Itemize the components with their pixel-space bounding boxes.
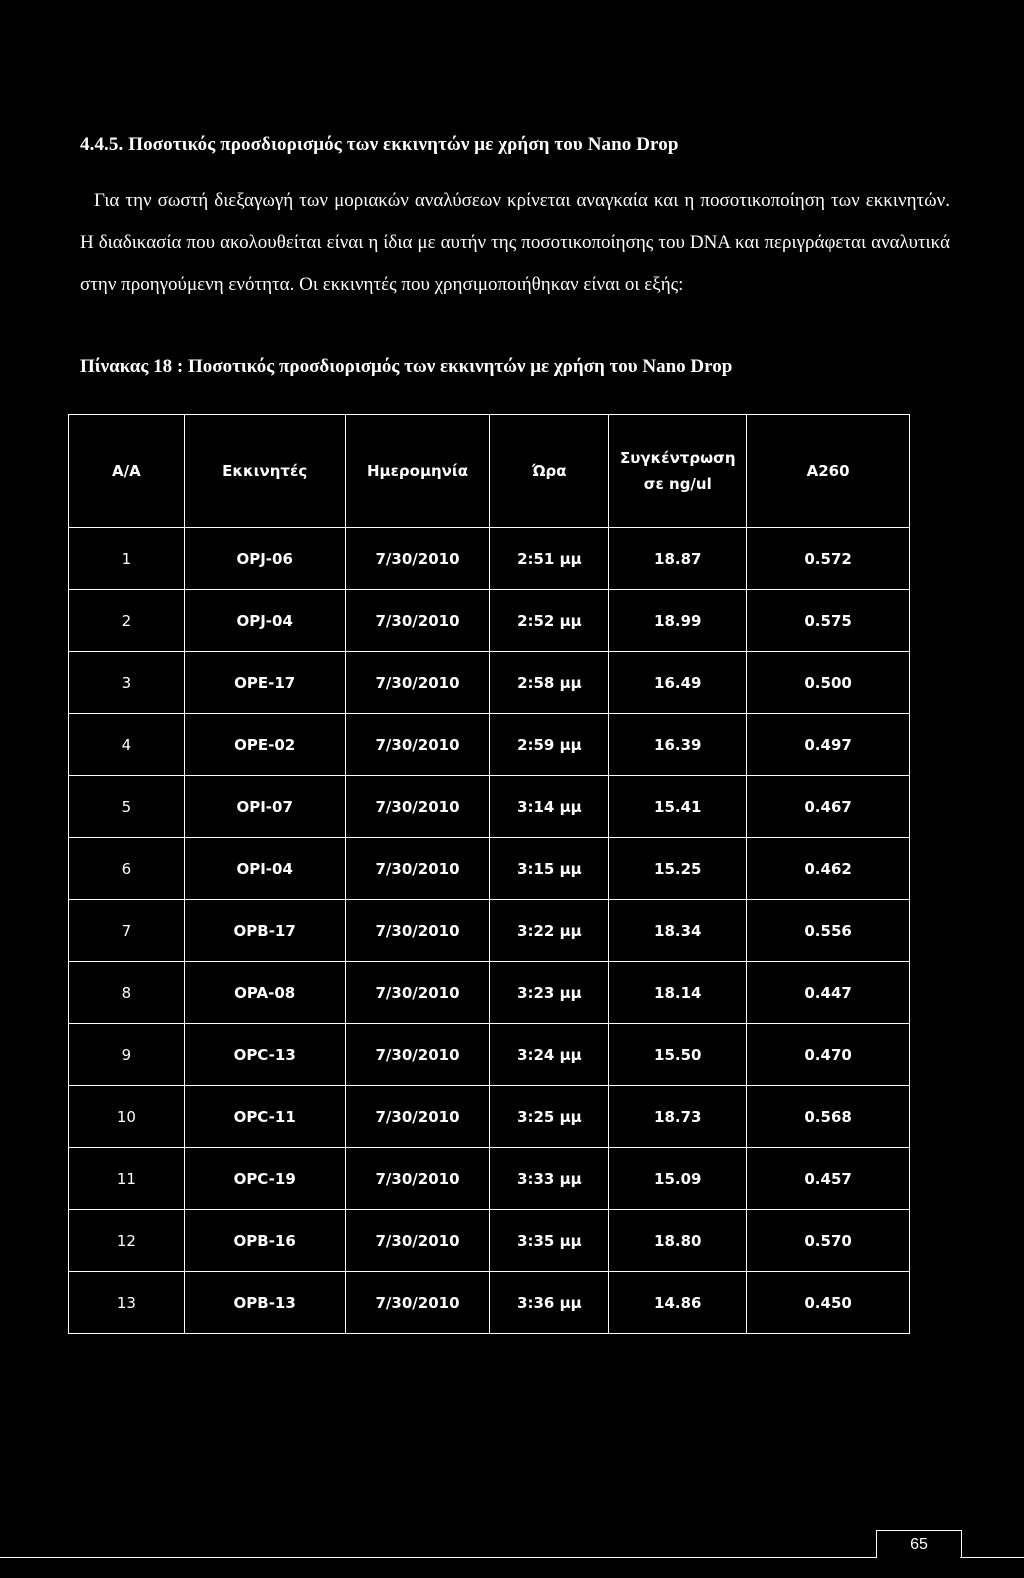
date-cell: 7/30/2010	[345, 962, 490, 1024]
concentration-cell: 18.73	[609, 1086, 747, 1148]
table-row	[69, 714, 910, 776]
header-primer: Εκκινητές	[184, 415, 345, 528]
date-cell: 7/30/2010	[345, 590, 490, 652]
concentration-cell: 16.49	[609, 652, 747, 714]
a260-cell: 0.470	[747, 1024, 910, 1086]
primer-name: OPJ-04	[184, 590, 345, 652]
row-number: 8	[69, 962, 185, 1024]
concentration-cell: 18.34	[609, 900, 747, 962]
row-number: 2	[69, 590, 185, 652]
table-row	[69, 1086, 910, 1148]
primer-name: OPB-17	[184, 900, 345, 962]
row-number: 10	[69, 1086, 185, 1148]
header-concentration	[609, 415, 747, 528]
date-cell: 7/30/2010	[345, 900, 490, 962]
a260-cell: 0.457	[747, 1148, 910, 1210]
section-heading: 4.4.5. Ποσοτικός προσδιορισμός των εκκινητών με χρήση του Nano Drop	[80, 134, 679, 155]
primer-name: OPE-02	[184, 714, 345, 776]
date-cell: 7/30/2010	[345, 776, 490, 838]
a260-cell: 0.572	[747, 528, 910, 590]
primer-name: OPA-08	[184, 962, 345, 1024]
concentration-cell: 18.14	[609, 962, 747, 1024]
concentration-cell: 16.39	[609, 714, 747, 776]
table-row	[69, 962, 910, 1024]
date-cell: 7/30/2010	[345, 1086, 490, 1148]
date-cell: 7/30/2010	[345, 652, 490, 714]
row-number: 1	[69, 528, 185, 590]
a260-cell: 0.556	[747, 900, 910, 962]
date-cell: 7/30/2010	[345, 838, 490, 900]
time-cell: 2:58 μμ	[490, 652, 609, 714]
table-row	[69, 1024, 910, 1086]
row-number: 6	[69, 838, 185, 900]
row-number: 3	[69, 652, 185, 714]
concentration-cell: 15.25	[609, 838, 747, 900]
time-cell: 2:51 μμ	[490, 528, 609, 590]
concentration-cell: 18.87	[609, 528, 747, 590]
footer-rule-left	[0, 1557, 876, 1558]
concentration-cell: 15.50	[609, 1024, 747, 1086]
date-cell: 7/30/2010	[345, 528, 490, 590]
primer-name: OPI-07	[184, 776, 345, 838]
table-row	[69, 590, 910, 652]
header-index: Α/Α	[69, 415, 185, 528]
header-time: Ώρα	[490, 415, 609, 528]
a260-cell: 0.500	[747, 652, 910, 714]
time-cell: 3:22 μμ	[490, 900, 609, 962]
date-cell: 7/30/2010	[345, 1148, 490, 1210]
concentration-cell: 18.80	[609, 1210, 747, 1272]
concentration-cell: 15.09	[609, 1148, 747, 1210]
table-row	[69, 528, 910, 590]
table-row	[69, 1148, 910, 1210]
date-cell: 7/30/2010	[345, 714, 490, 776]
row-number: 13	[69, 1272, 185, 1334]
concentration-cell: 15.41	[609, 776, 747, 838]
time-cell: 3:35 μμ	[490, 1210, 609, 1272]
header-date: Ημερομηνία	[345, 415, 490, 528]
header-concentration-line2: σε ng/ul	[643, 475, 712, 493]
header-concentration-line1: Συγκέντρωση	[619, 449, 736, 467]
time-cell: 2:59 μμ	[490, 714, 609, 776]
concentration-cell: 18.99	[609, 590, 747, 652]
row-number: 12	[69, 1210, 185, 1272]
table-row	[69, 838, 910, 900]
row-number: 9	[69, 1024, 185, 1086]
a260-cell: 0.447	[747, 962, 910, 1024]
primer-name: OPE-17	[184, 652, 345, 714]
primer-name: OPB-16	[184, 1210, 345, 1272]
primer-name: OPC-19	[184, 1148, 345, 1210]
table-row	[69, 1210, 910, 1272]
table-row	[69, 776, 910, 838]
time-cell: 3:24 μμ	[490, 1024, 609, 1086]
date-cell: 7/30/2010	[345, 1210, 490, 1272]
time-cell: 3:14 μμ	[490, 776, 609, 838]
a260-cell: 0.462	[747, 838, 910, 900]
primer-name: OPC-11	[184, 1086, 345, 1148]
a260-cell: 0.450	[747, 1272, 910, 1334]
table-header-row	[69, 415, 910, 528]
date-cell: 7/30/2010	[345, 1024, 490, 1086]
primer-name: OPC-13	[184, 1024, 345, 1086]
primer-name: OPI-04	[184, 838, 345, 900]
a260-cell: 0.467	[747, 776, 910, 838]
header-a260: A260	[747, 415, 910, 528]
page-number: 65	[876, 1530, 962, 1558]
row-number: 7	[69, 900, 185, 962]
table-row	[69, 1272, 910, 1334]
primer-quantification-table	[68, 414, 910, 1334]
table-caption: Πίνακας 18 : Ποσοτικός προσδιορισμός των εκκινητών με χρήση του Nano Drop	[80, 356, 733, 377]
table-row	[69, 900, 910, 962]
footer-rule-right	[960, 1557, 1024, 1558]
time-cell: 3:36 μμ	[490, 1272, 609, 1334]
primer-name: OPJ-06	[184, 528, 345, 590]
time-cell: 3:33 μμ	[490, 1148, 609, 1210]
a260-cell: 0.570	[747, 1210, 910, 1272]
time-cell: 3:23 μμ	[490, 962, 609, 1024]
row-number: 5	[69, 776, 185, 838]
table-row	[69, 652, 910, 714]
a260-cell: 0.497	[747, 714, 910, 776]
date-cell: 7/30/2010	[345, 1272, 490, 1334]
concentration-cell: 14.86	[609, 1272, 747, 1334]
row-number: 11	[69, 1148, 185, 1210]
primer-name: OPB-13	[184, 1272, 345, 1334]
a260-cell: 0.568	[747, 1086, 910, 1148]
time-cell: 2:52 μμ	[490, 590, 609, 652]
time-cell: 3:25 μμ	[490, 1086, 609, 1148]
row-number: 4	[69, 714, 185, 776]
a260-cell: 0.575	[747, 590, 910, 652]
intro-paragraph: Για την σωστή διεξαγωγή των μοριακών αναλύσεων κρίνεται αναγκαία και η ποσοτικοποίηση των εκκινητών. Η διαδικασία που ακολουθείται είναι η ίδια με αυτήν της ποσοτικοποίησης του DNA και περιγράφεται αναλυτικά στην προηγούμενη ενότητα. Οι εκκινητές που χρησιμοποιήθηκαν είναι οι εξής:	[80, 190, 950, 295]
time-cell: 3:15 μμ	[490, 838, 609, 900]
